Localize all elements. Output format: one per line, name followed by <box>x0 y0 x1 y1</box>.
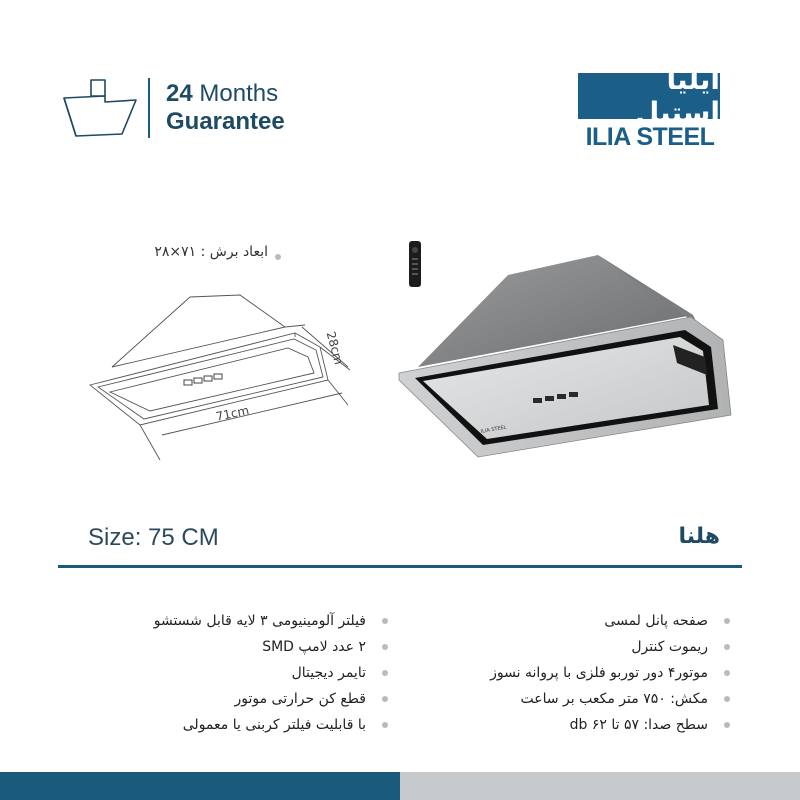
guarantee-text <box>166 80 285 136</box>
range-hood-product-image <box>393 245 733 460</box>
range-hood-outline-icon <box>60 78 140 144</box>
footer-bar-blue <box>0 772 400 800</box>
width-dimension-label: 71cm <box>214 403 251 424</box>
feature-item <box>400 712 730 738</box>
feature-item <box>400 660 730 686</box>
features-right-column <box>400 608 730 738</box>
hood-brand-mark: ILIA STEEL <box>480 424 508 435</box>
feature-text: فیلتر آلومینیومی ۳ لایه قابل شستشو <box>153 613 366 629</box>
guarantee-divider <box>148 78 150 138</box>
feature-item <box>58 712 388 738</box>
guarantee-unit: Months <box>199 80 279 107</box>
hood-technical-drawing <box>80 275 360 465</box>
feature-text: ۲ عدد لامپ SMD <box>262 639 366 655</box>
bullet-dot <box>275 254 281 260</box>
feature-text: با قابلیت فیلتر کربنی یا معمولی <box>182 717 366 733</box>
guarantee-word: Guarantee <box>166 108 285 135</box>
feature-item <box>58 660 388 686</box>
bullet-dot <box>382 722 388 728</box>
bullet-dot <box>382 644 388 650</box>
feature-item <box>58 608 388 634</box>
feature-text: مکش: ۷۵۰ متر مکعب بر ساعت <box>520 691 708 707</box>
feature-item <box>400 634 730 660</box>
model-name: هلنا <box>678 524 720 549</box>
feature-item <box>58 686 388 712</box>
feature-text: سطح صدا: ۵۷ تا ۶۲ db <box>569 717 708 733</box>
brand-logo-persian: ایلیا استیل <box>578 73 720 119</box>
depth-dimension-label: 28cm <box>323 329 346 367</box>
features-left-column <box>58 608 388 738</box>
brand-logo-latin: ILIA STEEL <box>585 123 715 151</box>
size-label: Size: 75 CM <box>88 524 219 551</box>
feature-text: تایمر دیجیتال <box>291 665 366 681</box>
feature-item <box>400 686 730 712</box>
bullet-dot <box>724 696 730 702</box>
footer-bar-gray <box>400 772 800 800</box>
feature-item <box>400 608 730 634</box>
guarantee-number: 24 <box>166 80 193 107</box>
bullet-dot <box>724 670 730 676</box>
bullet-dot <box>382 618 388 624</box>
section-divider <box>58 565 742 568</box>
bullet-dot <box>382 696 388 702</box>
cutout-dimensions-label: ابعاد برش : ۷۱×۲۸ <box>154 244 268 260</box>
bullet-dot <box>724 618 730 624</box>
feature-text: صفحه پانل لمسی <box>604 613 708 629</box>
feature-text: قطع کن حرارتی موتور <box>234 691 366 707</box>
feature-item <box>58 634 388 660</box>
bullet-dot <box>382 670 388 676</box>
bullet-dot <box>724 722 730 728</box>
bullet-dot <box>724 644 730 650</box>
feature-text: ریموت کنترل <box>631 639 708 655</box>
feature-text: موتور۴ دور توربو فلزی با پروانه نسوز <box>490 665 708 681</box>
